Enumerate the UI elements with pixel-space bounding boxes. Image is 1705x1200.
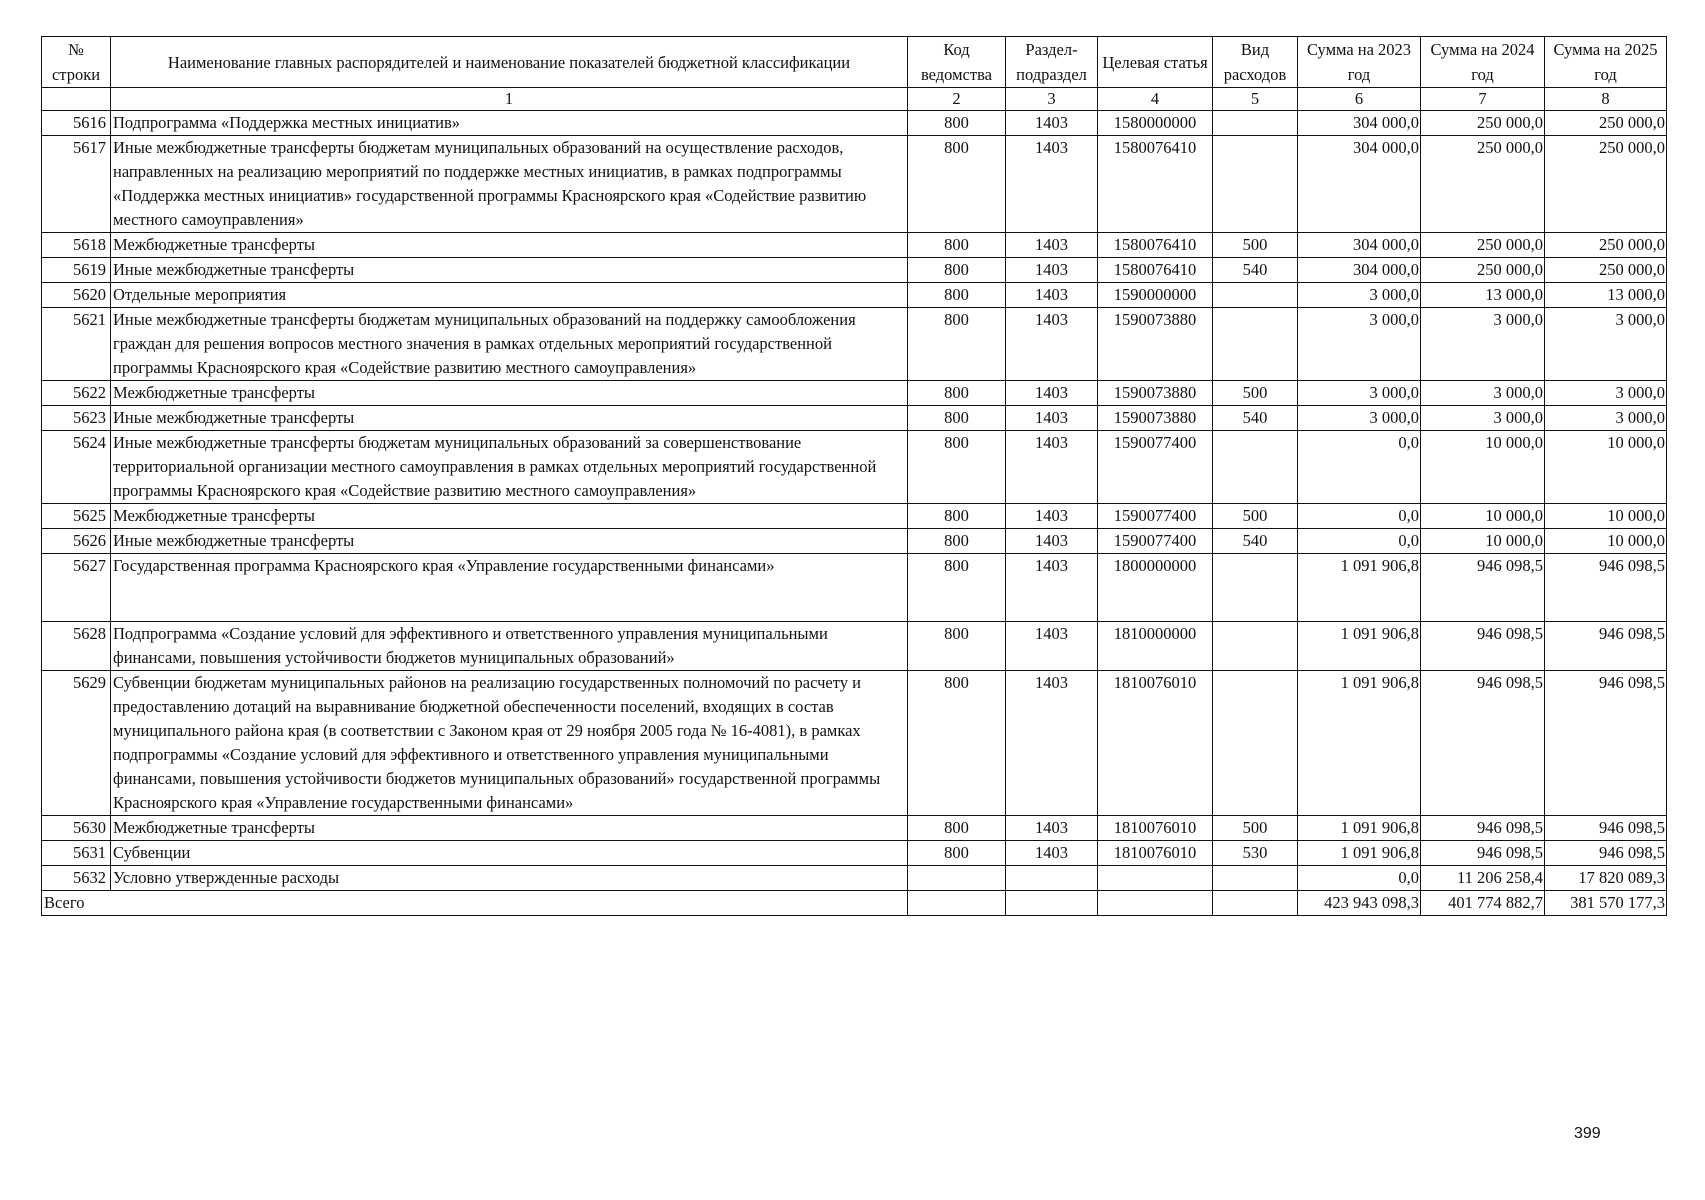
row-number: 5617 xyxy=(42,136,111,233)
sum-2025: 17 820 089,3 xyxy=(1545,866,1667,891)
total-empty-cell xyxy=(1006,891,1098,916)
row-number: 5621 xyxy=(42,308,111,381)
sum-2024: 10 000,0 xyxy=(1421,529,1545,554)
sum-2023: 304 000,0 xyxy=(1298,258,1421,283)
sum-2025: 3 000,0 xyxy=(1545,308,1667,381)
sum-2025: 10 000,0 xyxy=(1545,504,1667,529)
target-article: 1580000000 xyxy=(1098,111,1213,136)
sum-2025: 10 000,0 xyxy=(1545,431,1667,504)
dept-code: 800 xyxy=(908,111,1006,136)
row-number: 5632 xyxy=(42,866,111,891)
column-number: 5 xyxy=(1213,88,1298,111)
expense-type: 540 xyxy=(1213,406,1298,431)
target-article: 1590077400 xyxy=(1098,431,1213,504)
table-row xyxy=(42,622,1667,671)
section-code: 1403 xyxy=(1006,431,1098,504)
row-number: 5618 xyxy=(42,233,111,258)
sum-2023: 0,0 xyxy=(1298,866,1421,891)
sum-2024: 13 000,0 xyxy=(1421,283,1545,308)
header-dept-code: Код ведомства xyxy=(908,37,1006,88)
target-article: 1590077400 xyxy=(1098,504,1213,529)
table-row xyxy=(42,258,1667,283)
expense-type xyxy=(1213,622,1298,671)
row-number: 5622 xyxy=(42,381,111,406)
row-number: 5626 xyxy=(42,529,111,554)
row-number: 5623 xyxy=(42,406,111,431)
row-name: Отдельные мероприятия xyxy=(111,283,908,308)
table-row xyxy=(42,504,1667,529)
expense-type xyxy=(1213,671,1298,816)
sum-2024: 946 098,5 xyxy=(1421,841,1545,866)
table-body xyxy=(42,111,1667,891)
row-name: Условно утвержденные расходы xyxy=(111,866,908,891)
sum-2024: 250 000,0 xyxy=(1421,233,1545,258)
table-row xyxy=(42,283,1667,308)
target-article: 1590073880 xyxy=(1098,406,1213,431)
sum-2025: 946 098,5 xyxy=(1545,554,1667,622)
sum-2024: 3 000,0 xyxy=(1421,308,1545,381)
table-row xyxy=(42,866,1667,891)
sum-2024: 250 000,0 xyxy=(1421,258,1545,283)
expense-type: 500 xyxy=(1213,816,1298,841)
section-code: 1403 xyxy=(1006,841,1098,866)
dept-code: 800 xyxy=(908,308,1006,381)
sum-2023: 0,0 xyxy=(1298,529,1421,554)
dept-code: 800 xyxy=(908,841,1006,866)
sum-2024: 946 098,5 xyxy=(1421,554,1545,622)
dept-code: 800 xyxy=(908,622,1006,671)
sum-2024: 946 098,5 xyxy=(1421,816,1545,841)
total-sum-2025: 381 570 177,3 xyxy=(1545,891,1667,916)
column-number: 4 xyxy=(1098,88,1213,111)
sum-2025: 10 000,0 xyxy=(1545,529,1667,554)
sum-2023: 3 000,0 xyxy=(1298,406,1421,431)
table-row xyxy=(42,233,1667,258)
expense-type xyxy=(1213,283,1298,308)
table-row xyxy=(42,671,1667,816)
row-number: 5625 xyxy=(42,504,111,529)
expense-type xyxy=(1213,308,1298,381)
row-name: Иные межбюджетные трансферты xyxy=(111,258,908,283)
sum-2025: 3 000,0 xyxy=(1545,381,1667,406)
expense-type: 500 xyxy=(1213,504,1298,529)
row-number: 5629 xyxy=(42,671,111,816)
section-code: 1403 xyxy=(1006,258,1098,283)
page-number: 399 xyxy=(1574,1125,1601,1142)
target-article: 1810000000 xyxy=(1098,622,1213,671)
table-row xyxy=(42,816,1667,841)
row-name: Иные межбюджетные трансферты xyxy=(111,406,908,431)
section-code: 1403 xyxy=(1006,554,1098,622)
section-code xyxy=(1006,866,1098,891)
sum-2023: 0,0 xyxy=(1298,504,1421,529)
dept-code: 800 xyxy=(908,529,1006,554)
column-number: 6 xyxy=(1298,88,1421,111)
target-article: 1590077400 xyxy=(1098,529,1213,554)
target-article: 1590000000 xyxy=(1098,283,1213,308)
sum-2024: 250 000,0 xyxy=(1421,111,1545,136)
row-name: Подпрограмма «Создание условий для эффективного и ответственного управления муниципальными финансами, повышения устойчивости бюджетов муниципальных образований» xyxy=(111,622,908,671)
section-code: 1403 xyxy=(1006,111,1098,136)
header-sum-2024: Сумма на 2024 год xyxy=(1421,37,1545,88)
total-empty-cell xyxy=(1098,891,1213,916)
dept-code: 800 xyxy=(908,554,1006,622)
target-article: 1810076010 xyxy=(1098,816,1213,841)
total-label: Всего xyxy=(42,891,908,916)
sum-2025: 946 098,5 xyxy=(1545,816,1667,841)
row-name: Подпрограмма «Поддержка местных инициатив» xyxy=(111,111,908,136)
row-name: Межбюджетные трансферты xyxy=(111,381,908,406)
header-name: Наименование главных распорядителей и наименование показателей бюджетной классификации xyxy=(111,37,908,88)
expense-type: 530 xyxy=(1213,841,1298,866)
sum-2023: 3 000,0 xyxy=(1298,283,1421,308)
target-article: 1580076410 xyxy=(1098,136,1213,233)
sum-2023: 1 091 906,8 xyxy=(1298,554,1421,622)
section-code: 1403 xyxy=(1006,233,1098,258)
sum-2024: 10 000,0 xyxy=(1421,504,1545,529)
sum-2024: 11 206 258,4 xyxy=(1421,866,1545,891)
sum-2023: 3 000,0 xyxy=(1298,308,1421,381)
sum-2024: 946 098,5 xyxy=(1421,671,1545,816)
target-article xyxy=(1098,866,1213,891)
table-row xyxy=(42,431,1667,504)
expense-type: 500 xyxy=(1213,233,1298,258)
row-number: 5616 xyxy=(42,111,111,136)
target-article: 1810076010 xyxy=(1098,841,1213,866)
target-article: 1800000000 xyxy=(1098,554,1213,622)
target-article: 1590073880 xyxy=(1098,308,1213,381)
expense-type xyxy=(1213,554,1298,622)
column-number: 7 xyxy=(1421,88,1545,111)
expense-type xyxy=(1213,111,1298,136)
dept-code: 800 xyxy=(908,283,1006,308)
dept-code: 800 xyxy=(908,406,1006,431)
dept-code: 800 xyxy=(908,233,1006,258)
budget-table xyxy=(41,36,1667,916)
row-number: 5620 xyxy=(42,283,111,308)
section-code: 1403 xyxy=(1006,308,1098,381)
sum-2025: 250 000,0 xyxy=(1545,258,1667,283)
table-row xyxy=(42,841,1667,866)
dept-code: 800 xyxy=(908,431,1006,504)
column-number: 3 xyxy=(1006,88,1098,111)
row-name: Субвенции xyxy=(111,841,908,866)
section-code: 1403 xyxy=(1006,406,1098,431)
expense-type: 540 xyxy=(1213,258,1298,283)
dept-code: 800 xyxy=(908,258,1006,283)
expense-type xyxy=(1213,136,1298,233)
column-number-row xyxy=(42,88,1667,111)
table-row xyxy=(42,111,1667,136)
row-name: Межбюджетные трансферты xyxy=(111,233,908,258)
sum-2024: 946 098,5 xyxy=(1421,622,1545,671)
sum-2023: 304 000,0 xyxy=(1298,111,1421,136)
column-number: 1 xyxy=(111,88,908,111)
row-number: 5627 xyxy=(42,554,111,622)
total-sum-2024: 401 774 882,7 xyxy=(1421,891,1545,916)
sum-2024: 250 000,0 xyxy=(1421,136,1545,233)
row-name: Межбюджетные трансферты xyxy=(111,504,908,529)
sum-2023: 1 091 906,8 xyxy=(1298,816,1421,841)
row-name: Государственная программа Красноярского края «Управление государственными финансами» xyxy=(111,554,908,622)
sum-2023: 304 000,0 xyxy=(1298,233,1421,258)
sum-2025: 946 098,5 xyxy=(1545,622,1667,671)
column-number-blank xyxy=(42,88,111,111)
sum-2025: 946 098,5 xyxy=(1545,671,1667,816)
target-article: 1580076410 xyxy=(1098,258,1213,283)
sum-2023: 1 091 906,8 xyxy=(1298,671,1421,816)
section-code: 1403 xyxy=(1006,816,1098,841)
sum-2023: 1 091 906,8 xyxy=(1298,622,1421,671)
sum-2024: 10 000,0 xyxy=(1421,431,1545,504)
column-number: 8 xyxy=(1545,88,1667,111)
target-article: 1590073880 xyxy=(1098,381,1213,406)
row-number: 5619 xyxy=(42,258,111,283)
sum-2025: 946 098,5 xyxy=(1545,841,1667,866)
expense-type: 500 xyxy=(1213,381,1298,406)
row-name: Межбюджетные трансферты xyxy=(111,816,908,841)
row-number: 5624 xyxy=(42,431,111,504)
sum-2023: 1 091 906,8 xyxy=(1298,841,1421,866)
table-row xyxy=(42,406,1667,431)
table-row xyxy=(42,308,1667,381)
row-name: Субвенции бюджетам муниципальных районов на реализацию государственных полномочий по расчету и предоставлению дотаций на выравнивание бюджетной обеспеченности поселений, входящих в состав муниципального района края (в соответствии с Законом края от 29 ноября 2005 года № 16-4081), в рамках подпрограммы «Создание условий для эффективного и ответственного управления муниципальными финансами, повышения устойчивости бюджетов муниципальных образований» государственной программы Красноярского края «Управление государственными финансами» xyxy=(111,671,908,816)
column-number: 2 xyxy=(908,88,1006,111)
target-article: 1580076410 xyxy=(1098,233,1213,258)
total-row xyxy=(42,891,1667,916)
table-row xyxy=(42,136,1667,233)
expense-type xyxy=(1213,431,1298,504)
dept-code: 800 xyxy=(908,816,1006,841)
table-row xyxy=(42,381,1667,406)
row-name: Иные межбюджетные трансферты бюджетам муниципальных образований за совершенствование территориальной организации местного самоуправления в рамках отдельных мероприятий государственной программы Красноярского края «Содействие развитию местного самоуправления» xyxy=(111,431,908,504)
total-empty-cell xyxy=(908,891,1006,916)
sum-2023: 3 000,0 xyxy=(1298,381,1421,406)
expense-type xyxy=(1213,866,1298,891)
sum-2024: 3 000,0 xyxy=(1421,406,1545,431)
total-empty-cell xyxy=(1213,891,1298,916)
target-article: 1810076010 xyxy=(1098,671,1213,816)
dept-code: 800 xyxy=(908,504,1006,529)
sum-2025: 13 000,0 xyxy=(1545,283,1667,308)
section-code: 1403 xyxy=(1006,671,1098,816)
header-row xyxy=(42,37,1667,88)
row-name: Иные межбюджетные трансферты xyxy=(111,529,908,554)
sum-2024: 3 000,0 xyxy=(1421,381,1545,406)
table-row xyxy=(42,529,1667,554)
row-number: 5628 xyxy=(42,622,111,671)
section-code: 1403 xyxy=(1006,504,1098,529)
expense-type: 540 xyxy=(1213,529,1298,554)
dept-code: 800 xyxy=(908,671,1006,816)
section-code: 1403 xyxy=(1006,622,1098,671)
section-code: 1403 xyxy=(1006,529,1098,554)
dept-code: 800 xyxy=(908,136,1006,233)
table-header xyxy=(42,37,1667,111)
section-code: 1403 xyxy=(1006,283,1098,308)
sum-2025: 250 000,0 xyxy=(1545,233,1667,258)
table-footer xyxy=(42,891,1667,916)
header-target-article: Целевая статья xyxy=(1098,37,1213,88)
sum-2025: 3 000,0 xyxy=(1545,406,1667,431)
sum-2023: 304 000,0 xyxy=(1298,136,1421,233)
sum-2023: 0,0 xyxy=(1298,431,1421,504)
header-row-number: № строки xyxy=(42,37,111,88)
row-name: Иные межбюджетные трансферты бюджетам муниципальных образований на осуществление расходов, направленных на реализацию мероприятий по поддержке местных инициатив, в рамках подпрограммы «Поддержка местных инициатив» государственной программы Красноярского края «Содействие развитию местного самоуправления» xyxy=(111,136,908,233)
table-row xyxy=(42,554,1667,622)
dept-code xyxy=(908,866,1006,891)
sum-2025: 250 000,0 xyxy=(1545,111,1667,136)
dept-code: 800 xyxy=(908,381,1006,406)
row-number: 5630 xyxy=(42,816,111,841)
header-expense-type: Вид расходов xyxy=(1213,37,1298,88)
header-section: Раздел-подраздел xyxy=(1006,37,1098,88)
section-code: 1403 xyxy=(1006,381,1098,406)
header-sum-2025: Сумма на 2025 год xyxy=(1545,37,1667,88)
header-sum-2023: Сумма на 2023 год xyxy=(1298,37,1421,88)
total-sum-2023: 423 943 098,3 xyxy=(1298,891,1421,916)
sum-2025: 250 000,0 xyxy=(1545,136,1667,233)
row-name: Иные межбюджетные трансферты бюджетам муниципальных образований на поддержку самообложения граждан для решения вопросов местного значения в рамках отдельных мероприятий государственной программы Красноярского края «Содействие развитию местного самоуправления» xyxy=(111,308,908,381)
row-number: 5631 xyxy=(42,841,111,866)
section-code: 1403 xyxy=(1006,136,1098,233)
